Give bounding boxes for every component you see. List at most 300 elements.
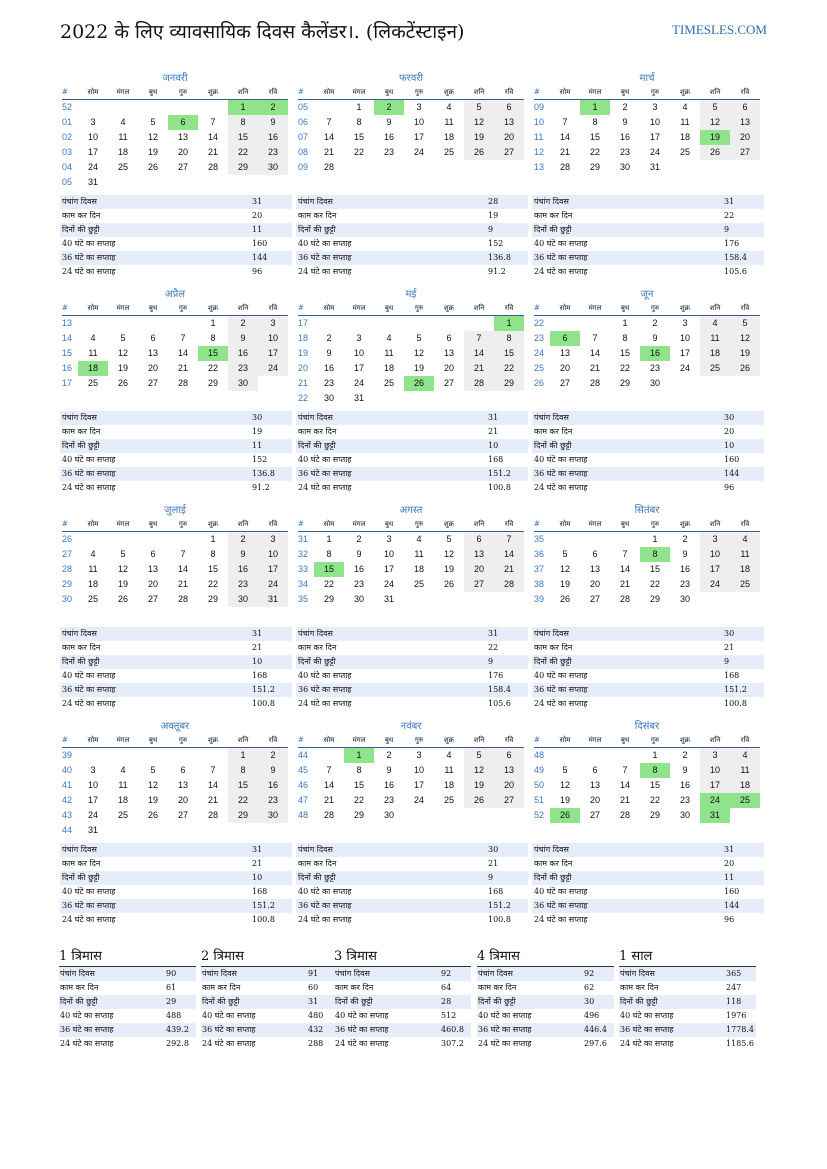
week-row: [298, 361, 524, 376]
week-number: 35: [534, 534, 545, 544]
weekday-label: गुरु: [178, 304, 188, 312]
summary-label: 36 घंटे का सप्ताह: [298, 685, 352, 694]
month-summary: [296, 411, 528, 495]
week-row: [298, 577, 524, 592]
day-cell: 13: [730, 115, 760, 130]
weekday-label: बुध: [384, 88, 394, 96]
summary-row: [60, 453, 292, 467]
period-row: [201, 995, 338, 1009]
day-cell: 22: [589, 147, 600, 157]
day-cell: 4: [120, 765, 126, 775]
period-summary: [59, 948, 196, 1051]
day-cell: 16: [383, 780, 394, 790]
summary-label: 24 घंटे का सप्ताह: [534, 483, 588, 492]
day-cell: 9: [682, 765, 688, 775]
week-row: [534, 361, 760, 376]
empty-cell: [138, 316, 168, 331]
summary-value: 96: [252, 267, 263, 276]
week-number: 52: [62, 102, 73, 112]
period-title: 1 साल: [619, 948, 756, 967]
day-cell: 1: [652, 750, 658, 760]
weekday-label: बुध: [148, 304, 158, 312]
period-row: [619, 1009, 756, 1023]
empty-cell: [550, 748, 580, 763]
day-cell: 3: [700, 748, 730, 763]
weekday-header: [62, 302, 288, 316]
week-row: [298, 346, 524, 361]
day-cell: 4: [386, 333, 392, 343]
empty-cell: [404, 160, 434, 175]
weekday-label: शुक्र: [679, 736, 691, 744]
period-label: पंचांग दिवस: [60, 969, 95, 978]
weekday-label: शनि: [473, 520, 485, 528]
empty-cell: [168, 823, 198, 838]
summary-value: 21: [724, 643, 735, 652]
day-cell: 5: [730, 316, 760, 331]
week-row: [298, 532, 524, 547]
week-row: [534, 130, 760, 145]
week-row: [298, 547, 524, 562]
summary-row: [60, 641, 292, 655]
empty-cell: [138, 175, 168, 190]
summary-value: 168: [488, 887, 504, 896]
period-row: [59, 981, 196, 995]
empty-cell: [108, 532, 138, 547]
summary-row: [60, 481, 292, 495]
summary-row: [60, 843, 292, 857]
period-row: [334, 1037, 471, 1051]
week-row: [62, 793, 288, 808]
empty-cell: [108, 748, 138, 763]
month-name: अप्रैल: [164, 289, 186, 300]
day-cell: 18: [383, 363, 394, 373]
period-value: 61: [166, 983, 177, 992]
week-number: 51: [534, 795, 545, 805]
summary-label: 24 घंटे का सप्ताह: [62, 483, 116, 492]
summary-row: [532, 251, 764, 265]
summary-row: [60, 913, 292, 927]
day-cell: 29: [494, 376, 524, 391]
month-name: दिसंबर: [634, 721, 660, 732]
period-label: 40 घंटे का सप्ताह: [620, 1011, 674, 1020]
empty-cell: [700, 592, 730, 607]
week-row: [62, 175, 288, 190]
summary-value: 9: [488, 657, 494, 666]
day-cell: 14: [559, 132, 570, 142]
summary-label: दिनों की छुट्टी: [298, 657, 336, 666]
summary-label: 36 घंटे का सप्ताह: [534, 685, 588, 694]
weekday-label: गुरु: [650, 520, 660, 528]
day-cell: 21: [207, 795, 218, 805]
day-cell: 27: [589, 594, 600, 604]
day-cell: 2: [386, 750, 392, 760]
week-number: 36: [534, 549, 545, 559]
month-calendar: [62, 288, 288, 391]
week-row: [534, 532, 760, 547]
day-cell: 6: [550, 331, 580, 346]
day-cell: 8: [622, 333, 628, 343]
week-row: [62, 577, 288, 592]
day-cell: 9: [386, 117, 392, 127]
day-cell: 18: [443, 132, 454, 142]
weekday-label: सोम: [323, 736, 335, 744]
summary-label: काम कर दिन: [534, 643, 573, 652]
summary-value: 136.8: [252, 469, 275, 478]
day-cell: 31: [87, 825, 98, 835]
weekday-label: सोम: [323, 304, 335, 312]
weekday-header: [62, 734, 288, 748]
day-cell: 15: [619, 348, 630, 358]
summary-row: [532, 683, 764, 697]
period-label: पंचांग दिवस: [335, 969, 370, 978]
weekday-header: [534, 518, 760, 532]
summary-row: [296, 697, 528, 711]
month-summary: [532, 195, 764, 279]
summary-label: काम कर दिन: [298, 859, 337, 868]
weekday-label: रवि: [740, 304, 750, 312]
summary-value: 152: [488, 239, 504, 248]
empty-cell: [464, 592, 494, 607]
summary-row: [296, 237, 528, 251]
summary-label: 24 घंटे का सप्ताह: [298, 915, 352, 924]
day-cell: 31: [353, 393, 364, 403]
day-cell: 17: [353, 363, 364, 373]
summary-row: [60, 899, 292, 913]
weekday-label: शनि: [473, 88, 485, 96]
period-label: 40 घंटे का सप्ताह: [60, 1011, 114, 1020]
day-cell: 26: [464, 793, 494, 808]
period-row: [477, 1037, 614, 1051]
month-summary: [532, 411, 764, 495]
day-cell: 17: [649, 132, 660, 142]
summary-label: काम कर दिन: [62, 643, 101, 652]
day-cell: 14: [589, 348, 600, 358]
summary-row: [532, 265, 764, 279]
day-cell: 27: [443, 378, 454, 388]
day-cell: 14: [177, 564, 188, 574]
day-cell: 13: [177, 780, 188, 790]
period-summary: [201, 948, 338, 1051]
summary-row: [532, 655, 764, 669]
day-cell: 16: [353, 564, 364, 574]
period-value: 432: [308, 1025, 324, 1034]
summary-value: 100.8: [724, 699, 747, 708]
period-value: 247: [726, 983, 742, 992]
month-summary: [60, 411, 292, 495]
day-cell: 17: [679, 348, 690, 358]
period-summary: [477, 948, 614, 1051]
summary-value: 31: [724, 845, 735, 854]
day-cell: 10: [649, 117, 660, 127]
week-row: [62, 100, 288, 115]
week-number: 24: [534, 348, 545, 358]
week-number: 01: [62, 117, 73, 127]
month-calendar: [534, 288, 760, 391]
empty-cell: [168, 748, 198, 763]
period-row: [334, 1009, 471, 1023]
day-cell: 31: [383, 594, 394, 604]
summary-value: 9: [488, 873, 494, 882]
day-cell: 21: [323, 795, 334, 805]
summary-row: [296, 223, 528, 237]
day-cell: 10: [413, 117, 424, 127]
week-row: [534, 376, 760, 391]
day-cell: 16: [228, 346, 258, 361]
week-row: [298, 100, 524, 115]
summary-row: [296, 913, 528, 927]
period-label: दिनों की छुट्टी: [620, 997, 658, 1006]
summary-value: 168: [252, 671, 268, 680]
day-cell: 22: [228, 145, 258, 160]
day-cell: 27: [147, 378, 158, 388]
period-value: 62: [584, 983, 595, 992]
day-cell: 11: [700, 331, 730, 346]
month-calendar: [534, 720, 760, 823]
day-cell: 23: [228, 361, 258, 376]
day-cell: 28: [207, 810, 218, 820]
period-value: 297.6: [584, 1039, 607, 1048]
day-cell: 26: [147, 810, 158, 820]
week-number: 48: [298, 810, 309, 820]
weekday-label: रवि: [268, 88, 278, 96]
day-cell: 4: [446, 750, 452, 760]
week-number: 30: [62, 594, 73, 604]
week-row: [298, 592, 524, 607]
day-cell: 20: [177, 795, 188, 805]
period-row: [477, 1023, 614, 1037]
summary-row: [296, 885, 528, 899]
day-cell: 28: [619, 810, 630, 820]
empty-cell: [168, 100, 198, 115]
week-row: [62, 145, 288, 160]
day-cell: 3: [416, 750, 422, 760]
day-cell: 26: [117, 594, 128, 604]
empty-cell: [434, 592, 464, 607]
day-cell: 24: [383, 579, 394, 589]
site-brand-link[interactable]: TIMESLES.COM: [672, 22, 767, 37]
day-cell: 17: [413, 780, 424, 790]
period-row: [477, 1009, 614, 1023]
empty-cell: [198, 100, 228, 115]
day-cell: 1: [580, 100, 610, 115]
day-cell: 4: [90, 333, 96, 343]
weekday-label: सोम: [559, 736, 571, 744]
period-label: 36 घंटे का सप्ताह: [335, 1025, 389, 1034]
week-number: 38: [534, 579, 545, 589]
day-cell: 19: [464, 130, 494, 145]
summary-row: [60, 223, 292, 237]
empty-cell: [344, 316, 374, 331]
month-calendar: [534, 504, 760, 607]
day-cell: 10: [258, 331, 288, 346]
summary-value: 20: [724, 427, 735, 436]
summary-row: [532, 439, 764, 453]
summary-value: 31: [724, 197, 735, 206]
day-cell: 20: [147, 579, 158, 589]
day-cell: 1: [228, 100, 258, 115]
summary-row: [60, 697, 292, 711]
weekday-label: शुक्र: [679, 520, 691, 528]
week-number: 07: [298, 132, 309, 142]
summary-label: 24 घंटे का सप्ताह: [62, 915, 116, 924]
week-number: 17: [62, 378, 73, 388]
week-row: [62, 748, 288, 763]
summary-label: 36 घंटे का सप्ताह: [298, 253, 352, 262]
summary-row: [296, 251, 528, 265]
period-label: 40 घंटे का सप्ताह: [478, 1011, 532, 1020]
summary-value: 10: [252, 657, 263, 666]
day-cell: 1: [326, 534, 332, 544]
day-cell: 17: [258, 346, 288, 361]
summary-label: 36 घंटे का सप्ताह: [62, 901, 116, 910]
day-cell: 21: [589, 363, 600, 373]
day-cell: 30: [649, 378, 660, 388]
weekday-label: शनि: [709, 736, 721, 744]
week-number: 43: [62, 810, 73, 820]
month-summary: [296, 627, 528, 711]
month-calendar: [298, 288, 524, 406]
day-cell: 6: [464, 532, 494, 547]
day-cell: 25: [730, 577, 760, 592]
period-label: पंचांग दिवस: [478, 969, 513, 978]
week-row: [298, 808, 524, 823]
day-cell: 18: [117, 147, 128, 157]
period-row: [59, 1023, 196, 1037]
summary-label: 24 घंटे का सप्ताह: [298, 267, 352, 276]
day-cell: 14: [177, 348, 188, 358]
day-cell: 4: [120, 117, 126, 127]
summary-label: दिनों की छुट्टी: [62, 441, 100, 450]
weekday-label: #: [298, 520, 304, 528]
week-row: [62, 346, 288, 361]
week-row: [62, 160, 288, 175]
summary-label: 36 घंटे का सप्ताह: [298, 901, 352, 910]
week-row: [534, 331, 760, 346]
day-cell: 28: [494, 577, 524, 592]
week-row: [62, 361, 288, 376]
week-row: [298, 145, 524, 160]
period-label: काम कर दिन: [620, 983, 659, 992]
day-cell: 10: [87, 132, 98, 142]
summary-label: पंचांग दिवस: [298, 197, 333, 206]
summary-row: [296, 481, 528, 495]
day-cell: 13: [147, 564, 158, 574]
summary-value: 158.4: [488, 685, 511, 694]
summary-row: [532, 669, 764, 683]
day-cell: 12: [117, 348, 128, 358]
day-cell: 22: [494, 361, 524, 376]
summary-value: 160: [724, 455, 740, 464]
week-number: 35: [298, 594, 309, 604]
day-cell: 22: [649, 795, 660, 805]
week-number: 15: [62, 348, 73, 358]
day-cell: 15: [353, 780, 364, 790]
weekday-label: मंगल: [588, 520, 602, 528]
weekday-label: शुक्र: [443, 736, 455, 744]
day-cell: 1: [344, 748, 374, 763]
day-cell: 16: [228, 562, 258, 577]
summary-row: [532, 467, 764, 481]
period-label: पंचांग दिवस: [620, 969, 655, 978]
week-row: [62, 532, 288, 547]
empty-cell: [404, 808, 434, 823]
day-cell: 13: [443, 348, 454, 358]
summary-value: 168: [724, 671, 740, 680]
month-name: नवंबर: [400, 721, 422, 732]
day-cell: 13: [494, 763, 524, 778]
empty-cell: [78, 532, 108, 547]
day-cell: 5: [700, 100, 730, 115]
day-cell: 17: [87, 147, 98, 157]
weekday-label: मंगल: [588, 88, 602, 96]
period-label: काम कर दिन: [335, 983, 374, 992]
day-cell: 2: [356, 534, 362, 544]
month-calendar: [298, 504, 524, 607]
day-cell: 20: [494, 130, 524, 145]
day-cell: 9: [356, 549, 362, 559]
day-cell: 21: [559, 147, 570, 157]
empty-cell: [670, 160, 700, 175]
day-cell: 19: [443, 564, 454, 574]
day-cell: 16: [679, 564, 690, 574]
empty-cell: [434, 160, 464, 175]
empty-cell: [464, 160, 494, 175]
week-row: [298, 130, 524, 145]
day-cell: 28: [323, 810, 334, 820]
month-name: सितंबर: [634, 505, 660, 516]
day-cell: 17: [700, 562, 730, 577]
month-summary: [532, 843, 764, 927]
summary-row: [60, 425, 292, 439]
day-cell: 24: [649, 147, 660, 157]
day-cell: 31: [258, 592, 288, 607]
day-cell: 8: [592, 117, 598, 127]
day-cell: 15: [228, 130, 258, 145]
week-number: 12: [534, 147, 545, 157]
period-value: 92: [584, 969, 595, 978]
empty-cell: [258, 376, 288, 391]
week-number: 03: [62, 147, 73, 157]
summary-row: [296, 641, 528, 655]
empty-cell: [228, 175, 258, 190]
summary-label: 36 घंटे का सप्ताह: [534, 253, 588, 262]
month-summary: [60, 195, 292, 279]
week-row: [298, 115, 524, 130]
day-cell: 28: [559, 162, 570, 172]
weekday-label: #: [62, 88, 68, 96]
month-name: जनवरी: [162, 73, 188, 84]
weekday-label: मंगल: [116, 304, 130, 312]
summary-value: 28: [488, 197, 499, 206]
weekday-label: बुध: [620, 88, 630, 96]
weekday-label: शुक्र: [679, 304, 691, 312]
summary-value: 21: [252, 859, 263, 868]
week-number: 18: [298, 333, 309, 343]
summary-label: 24 घंटे का सप्ताह: [534, 267, 588, 276]
day-cell: 16: [679, 780, 690, 790]
period-row: [619, 967, 756, 981]
weekday-label: रवि: [740, 736, 750, 744]
summary-label: पंचांग दिवस: [534, 413, 569, 422]
week-row: [62, 316, 288, 331]
weekday-label: सोम: [323, 520, 335, 528]
weekday-label: सोम: [87, 736, 99, 744]
summary-value: 11: [252, 441, 263, 450]
weekday-label: मंगल: [352, 304, 366, 312]
week-number: 25: [534, 363, 545, 373]
empty-cell: [730, 592, 760, 607]
day-cell: 11: [444, 117, 454, 127]
